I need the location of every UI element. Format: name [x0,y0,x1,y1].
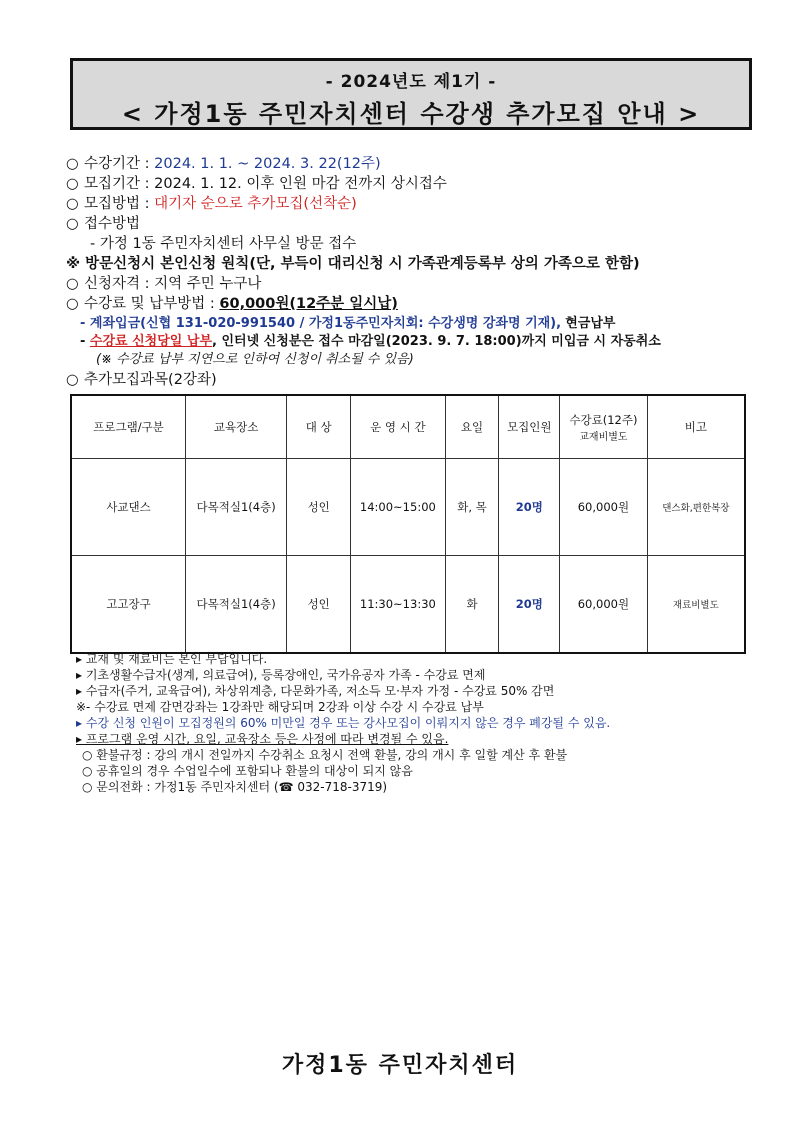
table-cell: 20명 [499,556,560,654]
table-cell: 화 [445,556,499,654]
title-box [70,58,752,130]
table-header: 모집인원 [499,395,560,459]
title-sub: - 2024년도 제1기 - [325,72,497,92]
table-header: 운 영 시 간 [351,395,445,459]
program-table [70,394,746,654]
table-cell: 60,000원 [560,556,648,654]
table-header: 비고 [647,395,745,459]
table-cell: 60,000원 [560,459,648,556]
table-header: 대 상 [287,395,351,459]
fee-line: ○ 수강료 및 납부방법 : 60,000원(12주분 일시납) [66,296,398,312]
eligibility-line: ○ 신청자격 : 지역 주민 누구나 [66,276,262,292]
visit-note: ※ 방문신청시 본인신청 원칙(단, 부득이 대리신청 시 가족관계등록부 상의 가족으로 한함) [66,256,640,272]
table-cell: 다목적실1(4층) [186,459,287,556]
note-item: ▸ 기초생활수급자(생계, 의료급여), 등록장애인, 국가유공자 가족 - 수강료 면제 [76,668,486,682]
table-header: 요일 [445,395,499,459]
table-cell: 다목적실1(4층) [186,556,287,654]
table-cell: 11:30~13:30 [351,556,445,654]
table-row [71,459,745,556]
account-line: - 계좌입금(신협 131-020-991540 / 가정1동주민자치회: 수강생명 강좌명 기재), 현금납부 [80,316,616,331]
table-header: 프로그램/구분 [71,395,186,459]
apply-line: ○ 접수방법 [66,216,141,232]
table-header: 수강료(12주) 교재비별도 [560,395,648,459]
apply-detail: - 가정 1동 주민자치센터 사무실 방문 접수 [90,236,357,252]
table-cell: 댄스화,편한복장 [647,459,745,556]
table-header-row [71,395,745,459]
recruit-value: 2024. 1. 12. 이후 인원 마감 전까지 상시접수 [154,176,447,192]
recruit-line: ○ 모집기간 : 2024. 1. 12. 이후 인원 마감 전까지 상시접수 [66,176,447,192]
page-title: < 가정1동 주민자치센터 수강생 추가모집 안내 > [121,100,701,128]
table-cell: 화, 목 [445,459,499,556]
note-item: ○ 문의전화 : 가정1동 주민자치센터 (☎ 032-718-3719) [82,780,388,794]
method-value: 대기자 순으로 추가모집(선착순) [154,196,357,212]
note-item: ▸ 프로그램 운영 시간, 요일, 교육장소 등은 사정에 따라 변경될 수 있음. [76,732,449,746]
sameday-line: - 수강료 신청당일 납부, 인터넷 신청분은 접수 마감일(2023. 9. 7. 18:00)까지 미입금 시 자동취소 [80,334,661,349]
note-item: ※- 수강료 면제 감면강좌는 1강좌만 해당되며 2강좌 이상 수강 시 수강료 납부 [76,700,484,714]
table-cell: 성인 [287,459,351,556]
table-cell: 20명 [499,459,560,556]
table-header: 교육장소 [186,395,287,459]
note-item: ▸ 수급자(주거, 교육급여), 차상위계층, 다문화가족, 저소득 모·부자 가정 - 수강료 50% 감면 [76,684,555,698]
table-cell: 사교댄스 [71,459,186,556]
note-item: ○ 환불규정 : 강의 개시 전일까지 수강취소 요청시 전액 환불, 강의 개시 후 일할 계산 후 환불 [82,748,568,762]
method-line: ○ 모집방법 : 대기자 순으로 추가모집(선착순) [66,196,357,212]
period-line: ○ 수강기간 : 2024. 1. 1. ~ 2024. 3. 22(12주) [66,156,381,172]
courses-title-line: ○ 추가모집과목(2강좌) [66,372,217,388]
footer-org: 가정1동 주민자치센터 [281,1053,519,1078]
note-item: ▸ 교재 및 재료비는 본인 부담입니다. [76,652,268,666]
table-cell: 재료비별도 [647,556,745,654]
table-cell: 고고장구 [71,556,186,654]
period-value: 2024. 1. 1. ~ 2024. 3. 22(12주) [154,156,381,172]
note-item: ▸ 수강 신청 인원이 모집정원의 60% 미만일 경우 또는 강사모집이 이뤄지지 않은 경우 폐강될 수 있음. [76,716,611,730]
table-cell: 14:00~15:00 [351,459,445,556]
delay-note: (※ 수강료 납부 지연으로 인하여 신청이 취소될 수 있음) [96,352,414,367]
fee-value: 60,000원(12주분 일시납) [219,296,398,312]
note-item: ○ 공휴일의 경우 수업일수에 포함되나 환불의 대상이 되지 않음 [82,764,413,778]
table-cell: 성인 [287,556,351,654]
table-row [71,556,745,654]
